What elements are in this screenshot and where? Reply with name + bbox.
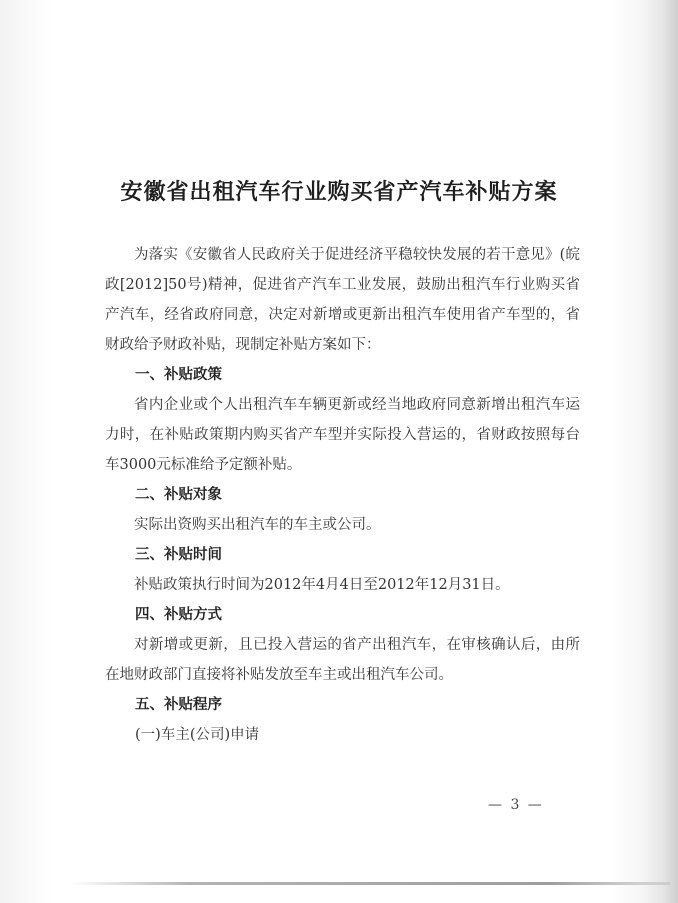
section-text-recipients: 实际出资购买出租汽车的车主或公司。	[134, 517, 381, 533]
document-title: 安徽省出租汽车行业购买省产汽车补贴方案	[120, 179, 558, 205]
section-text-period: 补贴政策执行时间为2012年4月4日至2012年12月31日。	[134, 577, 510, 593]
section-heading-recipients: 二、补贴对象	[135, 486, 222, 503]
section-heading-policy: 一、补贴政策	[135, 366, 222, 383]
page-edge-shadow	[642, 0, 678, 903]
section-text-method: 对新增或更新，且已投入营运的省产出租汽车，在审核确认后，由所在地财政部门直接将补贴发放至车主或出租汽车公司。	[105, 637, 580, 683]
subsection-heading-application: (一)车主(公司)申请	[135, 727, 260, 743]
section-heading-period: 三、补贴时间	[135, 546, 222, 563]
page-bottom-edge	[70, 882, 670, 885]
section-heading-method: 四、补贴方式	[135, 606, 222, 623]
page-number: — 3 —	[488, 797, 544, 813]
section-text-policy: 省内企业或个人出租汽车车辆更新或经当地政府同意新增出租汽车运力时，在补贴政策期内购买省产车型并实际投入营运的，省财政按照每台车3000元标准给予定额补贴。	[105, 397, 580, 473]
section-heading-procedure: 五、补贴程序	[135, 696, 222, 713]
document-body	[105, 240, 580, 750]
intro-paragraph: 为落实《安徽省人民政府关于促进经济平稳较快发展的若干意见》(皖政[2012]50号)精神，促进省产汽车工业发展，鼓励出租汽车行业购买省产汽车，经省政府同意，决定对新增或更新出租汽车使用省产车型的，省财政给予财政补贴，现制定补贴方案如下：	[105, 247, 580, 353]
